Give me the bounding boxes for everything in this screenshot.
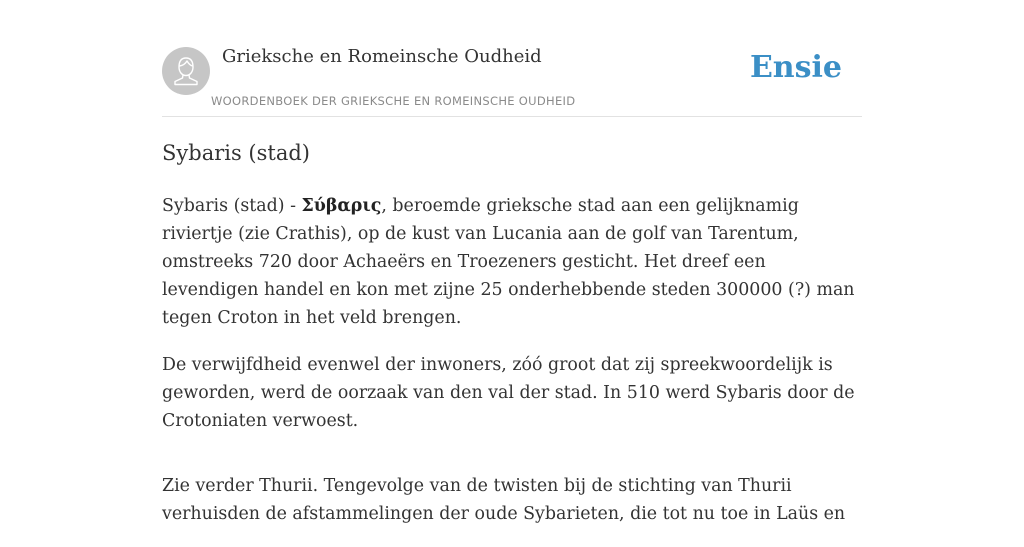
avatar[interactable] [162,47,210,95]
paragraph-1-text: , beroemde grieksche stad aan een gelijknamig riviertje (zie Crathis), op de kust van Lucania aan de golf van Tarentum, omstreeks 720 door Achaeërs en Troezeners gesticht. Het dreef een levendigen handel en kon met zijne 25 onderhebbende steden 300000 (?) man tegen Croton in het veld brengen. [162,196,855,328]
page [162,0,862,524]
source-title[interactable]: Grieksche en Romeinsche Oudheid [222,46,542,67]
paragraph-1 [162,192,862,332]
paragraph-3: Zie verder Thurii. Tengevolge van de twisten bij de stichting van Thurii verhuisden de afstammelingen der oude Sybarieten, die tot nu toe in Laüs en [162,476,846,524]
article-title: Sybaris (stad) [162,141,310,165]
ensie-logo[interactable]: Ensie [749,50,842,85]
user-icon [162,47,210,95]
paragraph-2: De verwijfdheid evenwel der inwoners, zóó groot dat zij spreekwoordelijk is geworden, werd de oorzaak van den val der stad. In 510 werd Sybaris door de Crotoniaten verwoest. [162,355,855,431]
paragraph-1-prefix: Sybaris (stad) - [162,196,302,216]
greek-term: Σύβαρις [301,196,382,216]
source-subtitle: WOORDENBOEK DER GRIEKSCHE EN ROMEINSCHE OUDHEID [211,94,576,108]
article-body [162,192,862,547]
source-header [162,0,862,117]
